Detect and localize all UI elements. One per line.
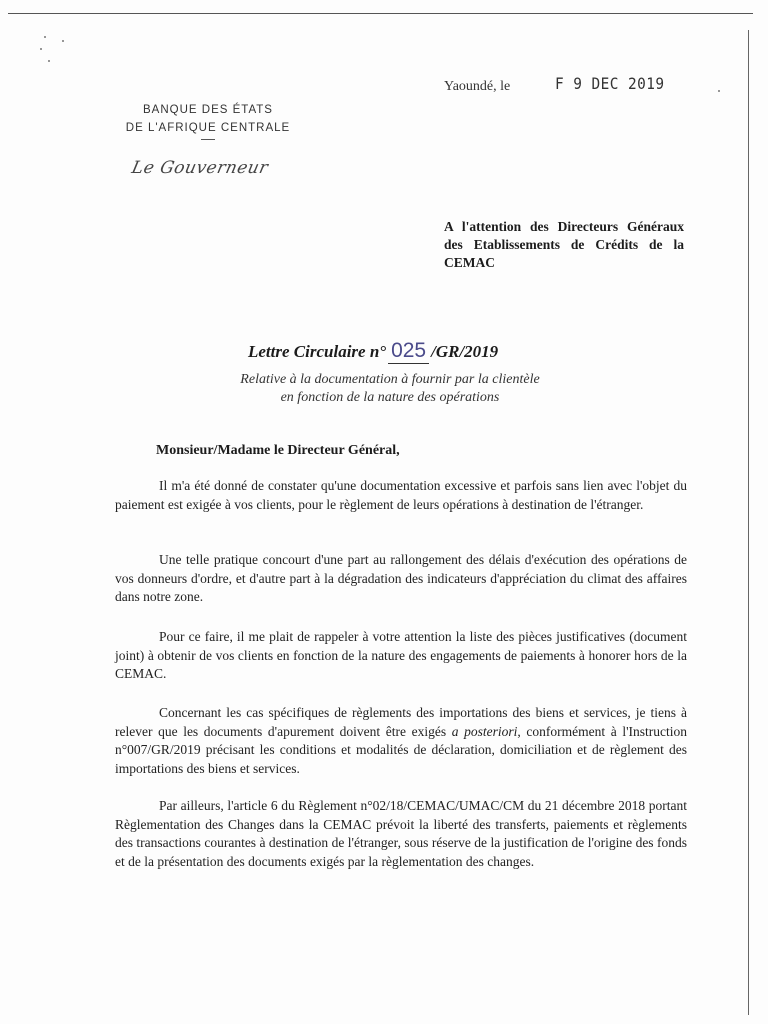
title-prefix: Lettre Circulaire n° [248, 342, 387, 361]
subject-line-2: en fonction de la nature des opérations [280, 390, 500, 405]
scan-speck [48, 60, 50, 62]
scan-speck [44, 36, 46, 38]
scan-edge-top [8, 13, 753, 14]
latin-phrase: a posteriori [451, 723, 518, 739]
reference-number: 025 [388, 339, 429, 364]
scan-speck [62, 40, 64, 42]
body-paragraph-4: Concernant les cas spécifiques de règlements des importations des biens et services, je tiens à relever que les documents d'apurement doivent être exigés a posteriori, conformément à l'Instruction n°007/GR/2019 précisant les conditions et modalités de déclaration, domiciliation et de règlement des importations des biens et services. [115, 705, 687, 776]
sender-block [108, 101, 308, 140]
sender-line-1: BANQUE DES ÉTATS [143, 104, 273, 116]
sender-line-2: DE L'AFRIQUE CENTRALE [125, 122, 291, 134]
body-paragraph-2: Une telle pratique concourt d'une part au rallongement des délais d'exécution des opérations de vos donneurs d'ordre, et d'autre part à la dégradation des indicateurs d'appréciation du climat des affaires dans notre zone. [115, 552, 687, 604]
scan-speck [40, 48, 42, 50]
salutation: Monsieur/Madame le Directeur Général, [156, 443, 400, 458]
subject-block [200, 371, 580, 407]
body-paragraph-1: Il m'a été donné de constater qu'une documentation excessive et parfois sans lien avec l'objet du paiement est exigée à vos clients, pour le règlement de leurs opérations à destination de l'étranger. [115, 478, 687, 512]
body-paragraph-5: Par ailleurs, l'article 6 du Règlement n°02/18/CEMAC/UMAC/CM du 21 décembre 2018 portant Règlementation des Changes dans la CEMAC prévoit la liberté des transferts, paiements et règlements des transactions courantes à destination de l'étranger, sous réserve de la justification de l'origine des fonds et de la présentation des documents exigés par la règlementation des changes. [115, 798, 687, 869]
scan-edge-right [748, 30, 749, 1015]
place-label: Yaoundé, le [444, 79, 511, 94]
letter-title [248, 339, 498, 364]
sender-divider [201, 139, 215, 140]
date-stamp: F 9 DEC 2019 [555, 74, 665, 93]
addressee-block: A l'attention des Directeurs Généraux des Etablissements de Crédits de la CEMAC [444, 219, 684, 270]
signature-title: Le Gouverneur [129, 158, 271, 178]
title-suffix: /GR/2019 [431, 342, 499, 361]
subject-line-1: Relative à la documentation à fournir par la clientèle [240, 372, 540, 387]
body-paragraph-3: Pour ce faire, il me plait de rappeler à votre attention la liste des pièces justificatives (document joint) à obtenir de vos clients en fonction de la nature des engagements de paiements à honorer hors de la CEMAC. [115, 629, 687, 681]
scan-speck [718, 90, 720, 92]
